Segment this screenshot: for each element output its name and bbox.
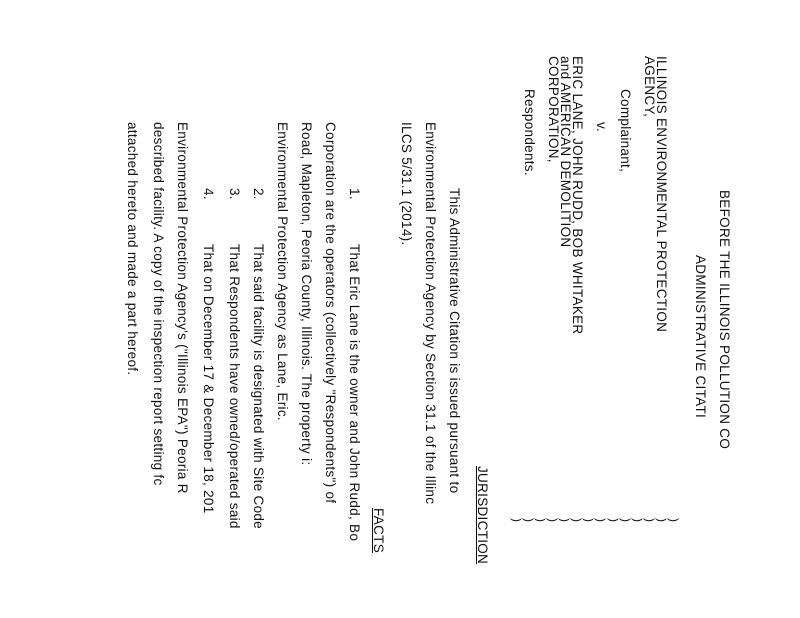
fact-3-line-1: That Respondents have owned/operated said [227,244,242,529]
caption-parenthesis-column: ) ) ) ) ) ) ) ) ) ) ) ) ) ) [509,518,681,522]
fact-4-number: 4. [201,188,216,200]
fact-4-line-3: described facility. A copy of the inspection report setting fc [151,122,166,486]
fact-2-number: 2. [251,188,266,200]
respondents-name-line-1: ERIC LANE, JOHN RUDD, BOB WHITAKER [570,56,585,335]
respondents-name-line-3: CORPORATION, [546,56,561,163]
fact-1-number: 1. [347,188,362,200]
jurisdiction-line-2: Environmental Protection Agency by Section 31.1 of the Illinc [423,122,438,505]
respondents-label: Respondents. [522,89,537,176]
fact-2-line-1: That said facility is designated with Site Code [251,244,266,529]
fact-3-number: 3. [227,188,242,200]
jurisdiction-line-1: This Administrative Citation is issued pursuant to [447,188,462,494]
fact-1-line-3: Road, Mapleton, Peoria County, Illinois. The property i: [299,122,314,466]
document-title-line-1: BEFORE THE ILLINOIS POLLUTION CO [717,190,732,450]
complainant-label: Complainant, [618,89,633,173]
fact-1-line-4: Environmental Protection Agency as Lane, Eric. [275,122,290,421]
document-title-line-2: ADMINISTRATIVE CITATI [693,255,708,419]
complainant-name-line-1: ILLINOIS ENVIRONMENTAL PROTECTION [654,56,669,333]
fact-1-line-1: That Eric Lane is the owner and John Rudd, Bo [347,244,362,542]
facts-heading: FACTS [371,508,386,554]
respondents-name-line-2: and AMERICAN DEMOLITION [558,56,573,248]
versus-label: v. [594,122,609,133]
complainant-name-line-2: AGENCY, [642,56,657,118]
fact-1-line-2: Corporation are the operators (collectively "Respondents") of [323,122,338,504]
fact-4-line-2: Environmental Protection Agency's ("Illinois EPA") Peoria R [175,122,190,494]
fact-4-line-4: attached hereto and made a part hereof. [125,122,140,376]
jurisdiction-heading: JURISDICTION [475,466,490,565]
jurisdiction-line-3: ILCS 5/31.1 (2014). [399,122,414,246]
fact-4-line-1: That on December 17 & December 18, 201 [201,244,216,514]
